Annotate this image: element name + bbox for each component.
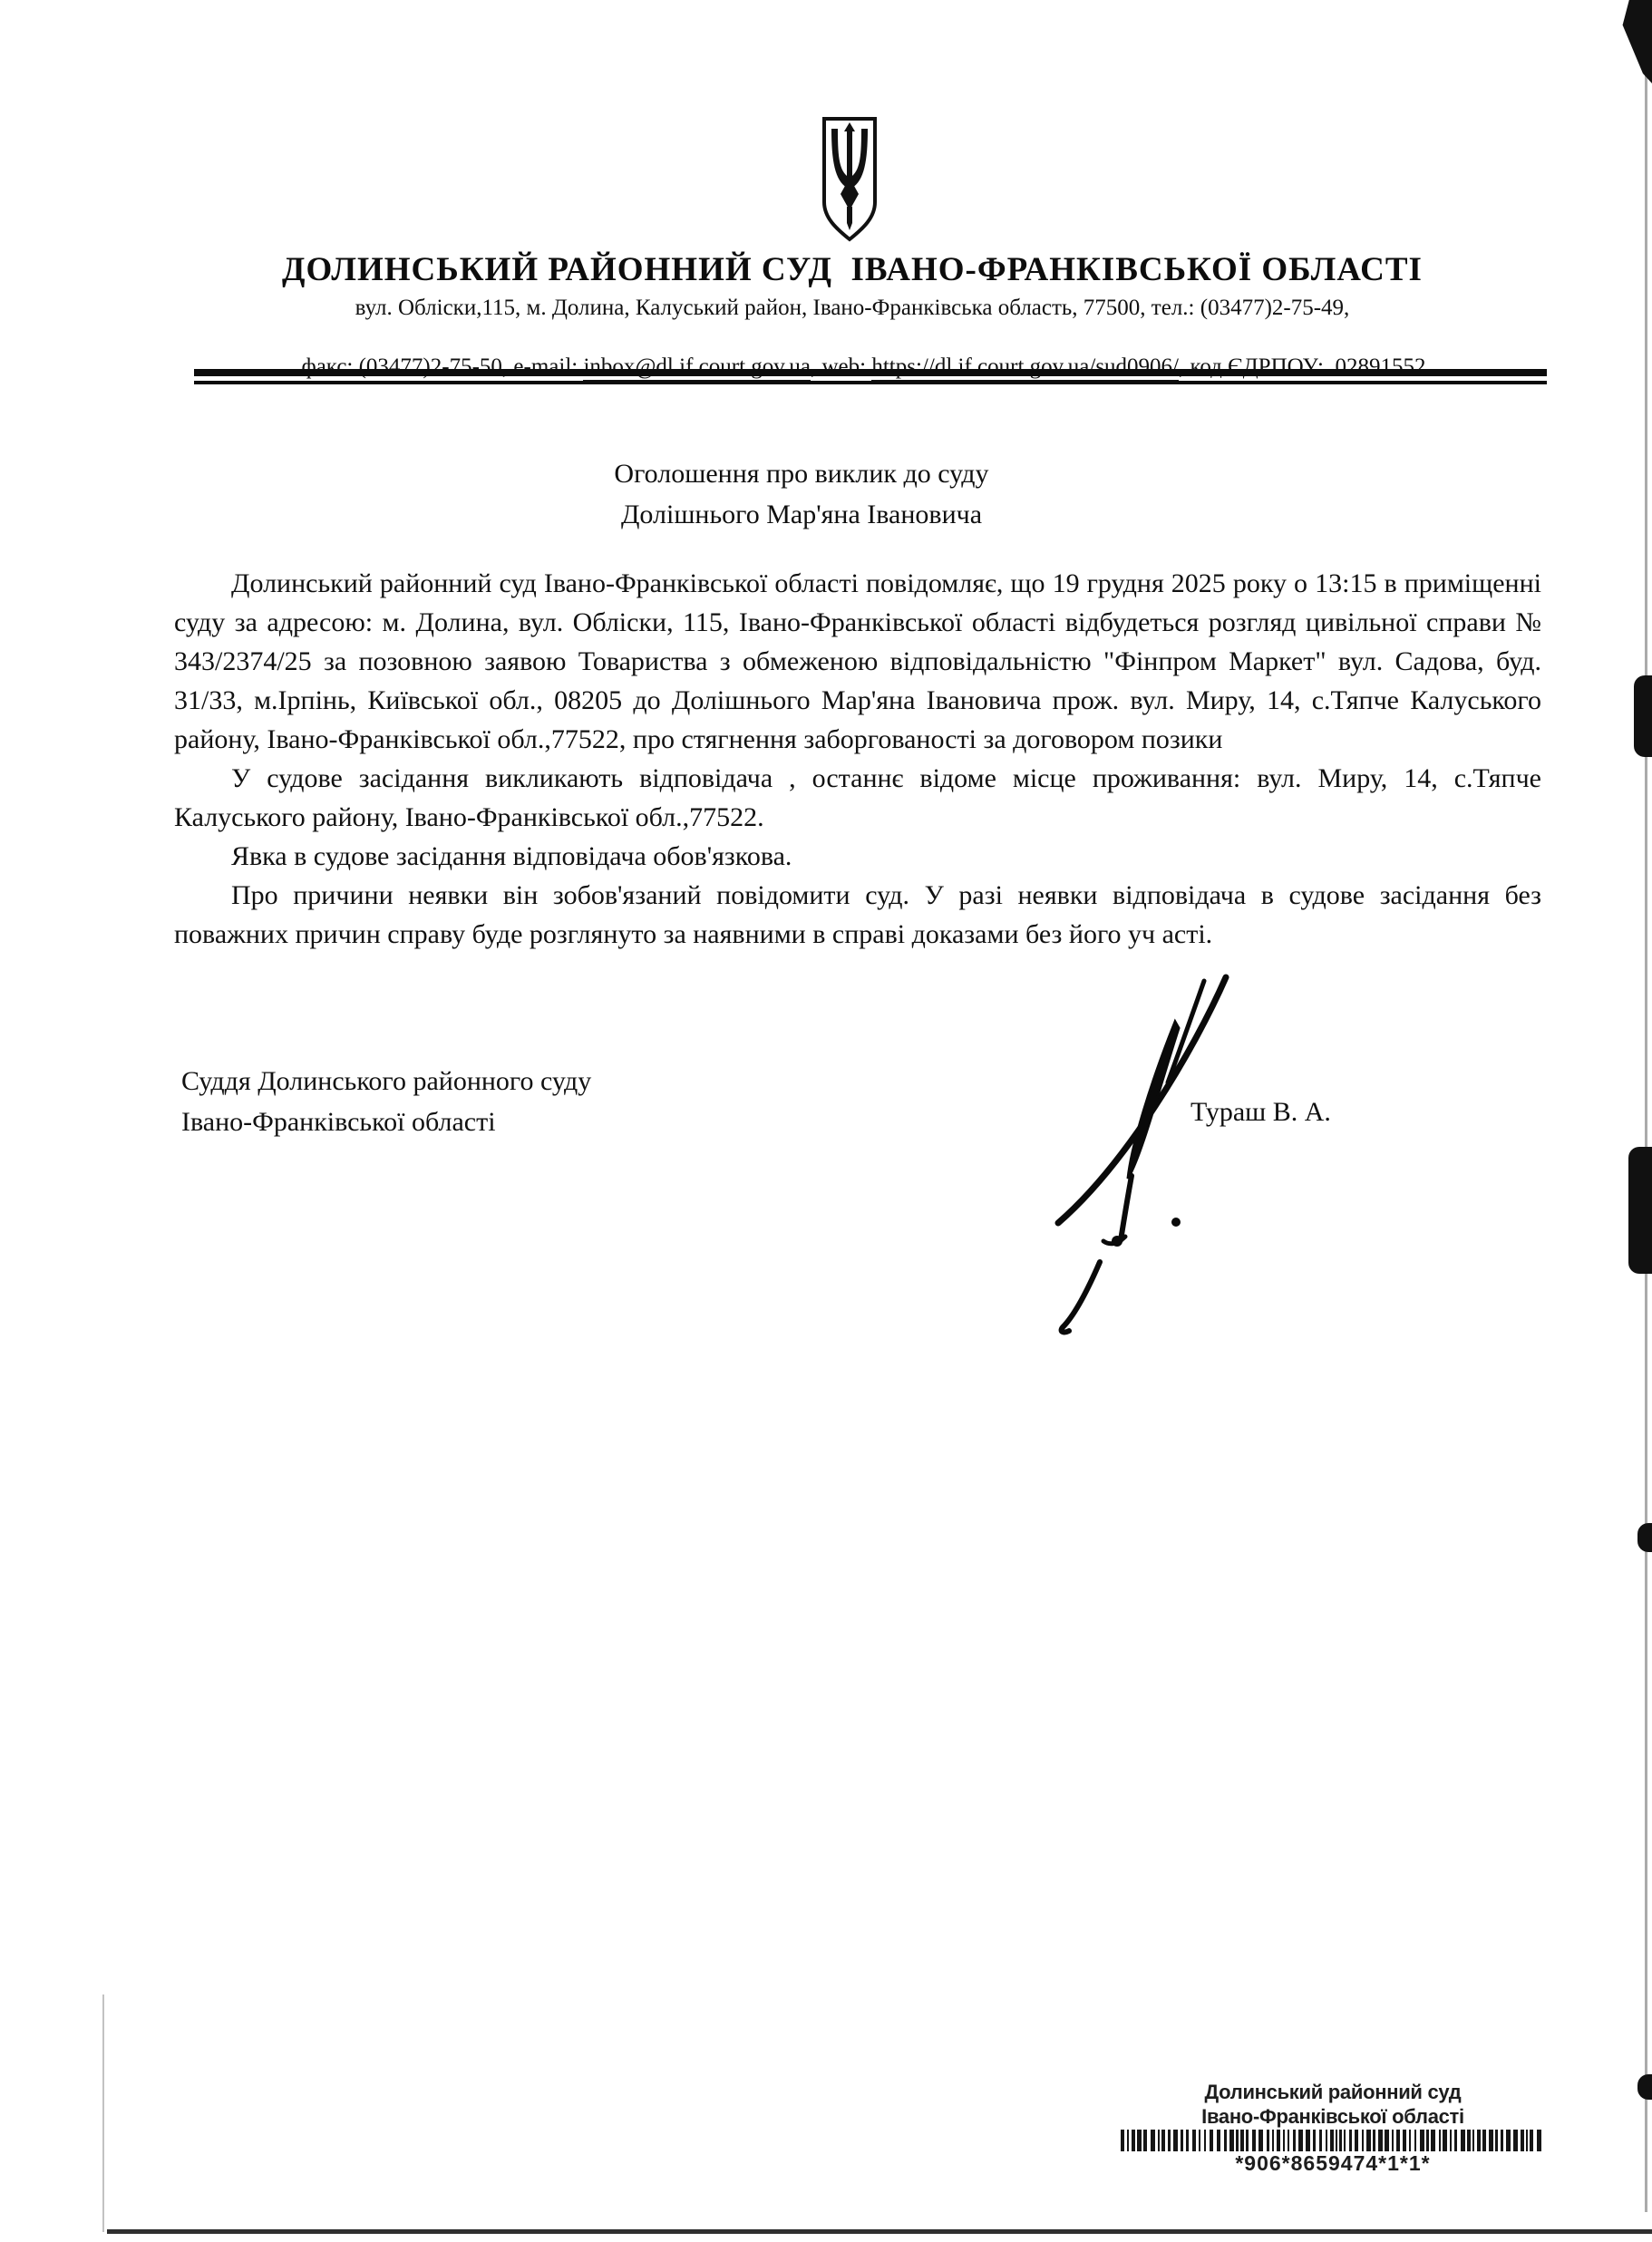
court-address-line: вул. Обліски,115, м. Долина, Калуський район, Івано-Франківська область, 77500, тел.: (03477)2-75-49, — [355, 296, 1350, 320]
court-stamp — [1052, 2080, 1614, 2175]
scan-artifact — [1619, 0, 1652, 83]
announcement-title-line1: Оголошення про виклик до суду — [614, 459, 989, 489]
announcement-title-line2: Долішнього Мар'яна Івановича — [620, 500, 983, 529]
court-name-heading: ДОЛИНСЬКИЙ РАЙОННИЙ СУД ІВАНО-ФРАНКІВСЬКОЇ ОБЛАСТІ — [282, 251, 1423, 288]
scan-artifact — [1634, 675, 1652, 757]
stamp-court-line2: Івано-Франківської області — [1201, 2105, 1464, 2128]
body-paragraph: Долинський районний суд Івано-Франківської області повідомляє, що 19 грудня 2025 року о 13:15 в приміщенні суду за адресою: м. Долина, вул. Обліски, 115, Івано-Франківської області відбудеться розгляд цивільної справи № 343/2374/25 за позовною заявою Товариства з обмеженою відповідальністю "Фінпром Маркет" вул. Садова, буд. 31/33, м.Ірпінь, Київської обл., 08205 до Долішнього Мар'яна Івановича прож. вул. Миру, 14, с.Тяпче Калуського району, Івано-Франківської обл.,77522, про стягнення заборгованості за договором позики — [174, 568, 1541, 754]
announcement-title — [118, 453, 1485, 535]
court-email-link: inbox@dl.if.court.gov.ua — [583, 354, 811, 383]
barcode — [1120, 2130, 1546, 2151]
stamp-court-line1: Долинський районний суд — [1204, 2081, 1462, 2103]
barcode-number: *906*8659474*1*1* — [1235, 2151, 1431, 2175]
judge-name: Тураш В. А. — [1190, 1097, 1331, 1127]
judge-role-block — [181, 1061, 591, 1142]
judge-signature-handwriting — [1015, 972, 1269, 1344]
web-label: , web: — [811, 354, 872, 379]
scan-artifact — [1637, 1523, 1652, 1552]
court-contact-line — [127, 329, 1578, 405]
fax-label: факс: (03477)2-75-50, e-mail: — [301, 354, 584, 379]
scan-edge-line — [1645, 36, 1647, 2212]
body-paragraph: У судове засідання викликають відповідача , останнє відоме місце проживання: вул. Миру, 14, с.Тяпче Калуського району, Івано-Франківської обл.,77522. — [174, 763, 1541, 832]
body-paragraph: Явка в судове засідання відповідача обов'язкова. — [231, 841, 792, 871]
document-body — [174, 564, 1541, 954]
scan-artifact — [102, 1995, 104, 2232]
body-paragraph: Про причини неявки він зобов'язаний повідомити суд. У разі неявки відповідача в судове засідання без поважних причин справу буде розглянуто за наявними в справі доказами без його уч асті. — [174, 880, 1541, 949]
scan-artifact — [1637, 2074, 1652, 2100]
court-web-link: https://dl.if.court.gov.ua/sud0906/ — [871, 354, 1179, 383]
judge-role-line1: Суддя Долинського районного суду — [181, 1066, 592, 1096]
ukraine-coat-of-arms-icon — [819, 115, 880, 244]
judge-role-line2: Івано-Франківської області — [181, 1107, 496, 1137]
header-divider — [194, 369, 1547, 384]
scan-bottom-edge — [107, 2229, 1652, 2234]
scan-artifact — [1628, 1147, 1652, 1274]
edrpou-code: , код ЄДРПОУ: 02891552 — [1179, 354, 1426, 379]
